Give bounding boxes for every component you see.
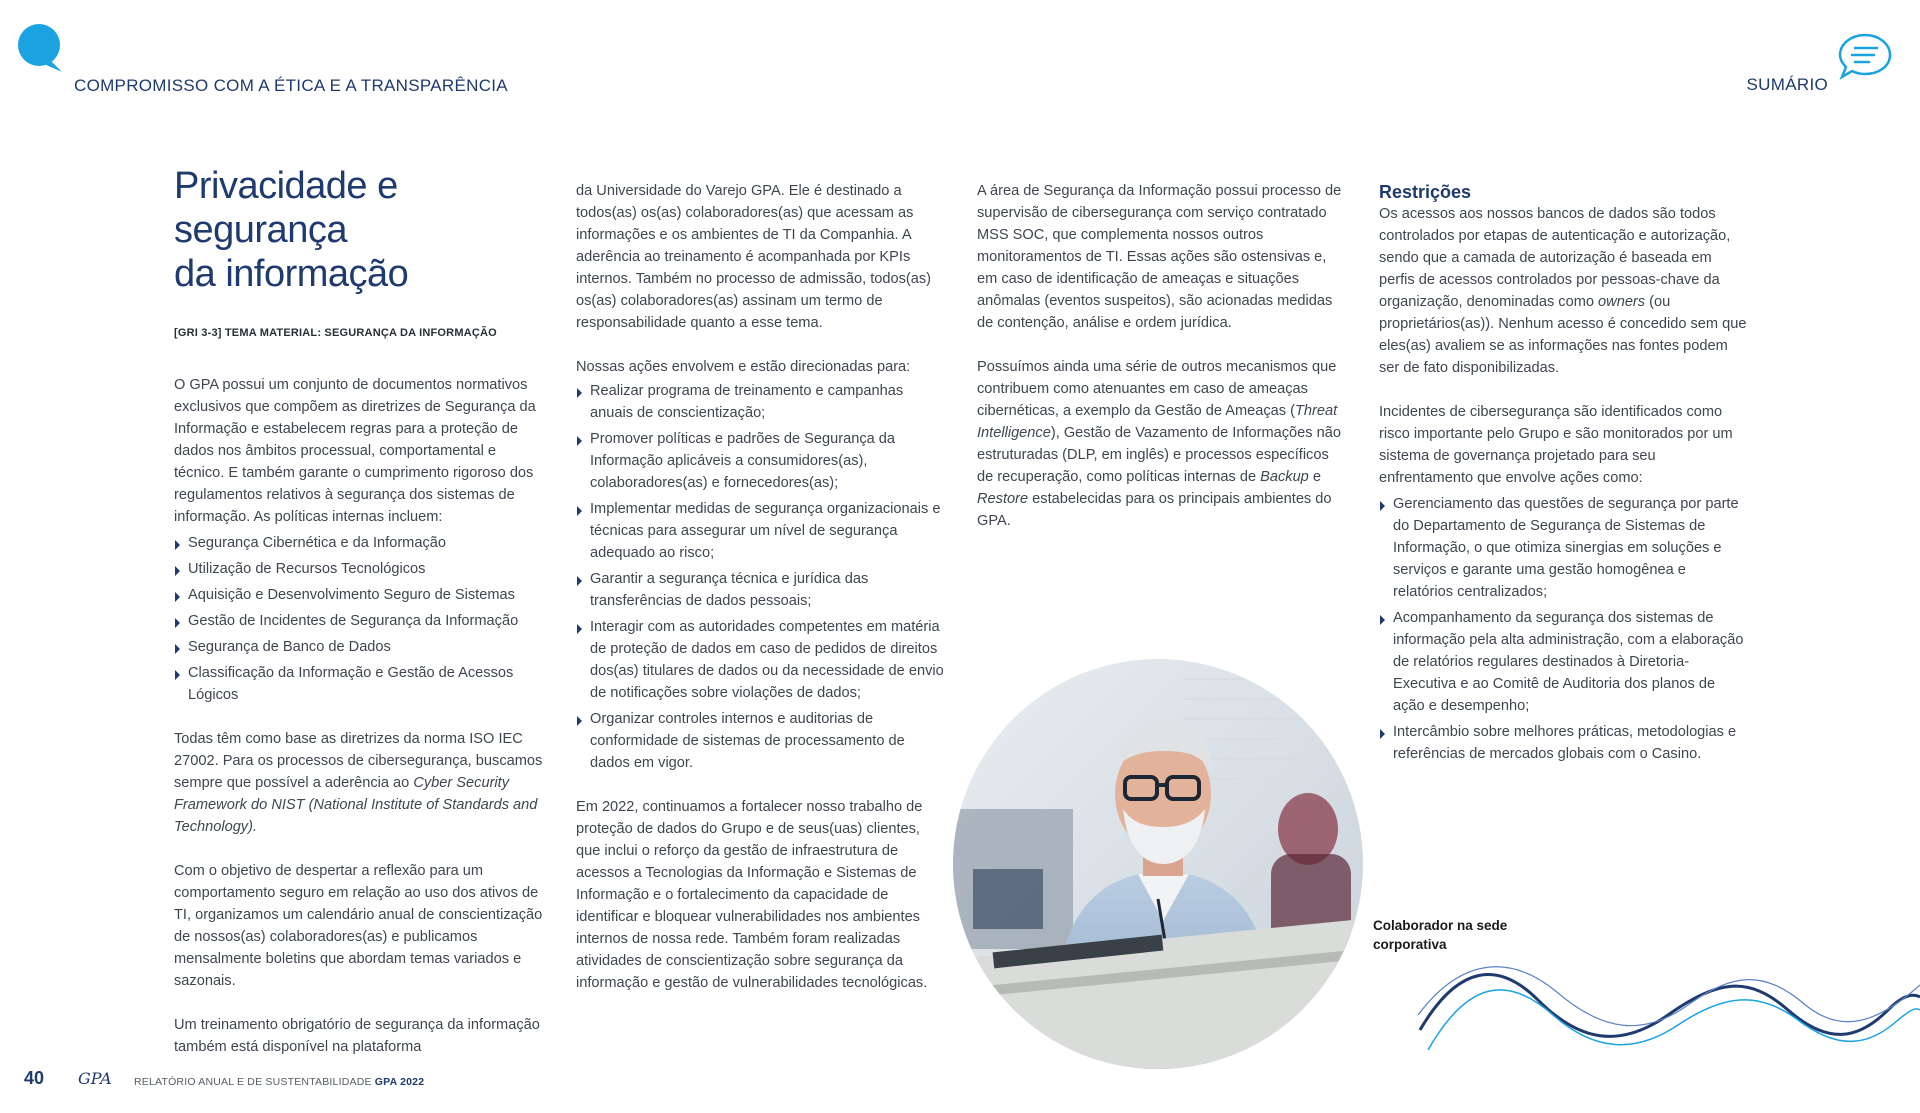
list-item: Classificação da Informação e Gestão de Acessos Lógicos <box>174 662 544 706</box>
menu-bubble-icon[interactable] <box>1838 32 1896 80</box>
paragraph: Um treinamento obrigatório de segurança da informação também está disponível na plataforma <box>174 1017 540 1055</box>
employee-photo <box>953 659 1363 1069</box>
summary-link[interactable]: SUMÁRIO <box>1746 75 1828 94</box>
restrictions-heading: Restrições <box>1379 182 1472 202</box>
paragraph: Em 2022, continuamos a fortalecer nosso trabalho de proteção de dados do Grupo e de seus(uas) clientes, que inclui o reforço da gestão de infraestrutura de acessos a Tecnologias da Informação e Sistemas de Informação e o fortalecimento da capacidade de identificar e bloquear vulnerabilidades nos ambientes internos de nossa rede. Também foram realizadas atividades de conscientização sobre segurança da informação e gestão de vulnerabilidades tecnológicas. <box>576 799 928 991</box>
list-item: Utilização de Recursos Tecnológicos <box>174 558 544 580</box>
list-item: Promover políticas e padrões de Segurança da Informação aplicáveis a consumidores(as), colaboradores(as) e fornecedores(as); <box>576 428 946 494</box>
list-item: Segurança Cibernética e da Informação <box>174 532 544 554</box>
actions-list <box>576 380 946 774</box>
list-item: Garantir a segurança técnica e jurídica das transferências de dados pessoais; <box>576 568 946 612</box>
column-3 <box>977 180 1347 554</box>
paragraph: O GPA possui um conjunto de documentos normativos exclusivos que compõem as diretrizes de Segurança da Informação e estabelecem regras para a proteção de dados nos âmbitos processual, comportamental e técnico. E também garante o cumprimento rigoroso dos regulamentos relativos à segurança dos sistemas de informação. As políticas internas incluem: <box>174 377 536 525</box>
footer-report-title: RELATÓRIO ANUAL E DE SUSTENTABILIDADE GPA 2022 <box>134 1076 425 1088</box>
list-item: Implementar medidas de segurança organizacionais e técnicas para assegurar um nível de segurança adequado ao risco; <box>576 498 946 564</box>
gri-tag: [GRI 3-3] TEMA MATERIAL: SEGURANÇA DA INFORMAÇÃO <box>174 327 497 339</box>
column-1 <box>174 164 544 1080</box>
page-number: 40 <box>24 1068 45 1088</box>
page-title <box>174 164 544 296</box>
wave-decoration <box>1418 955 1920 1070</box>
column-4 <box>1379 181 1749 787</box>
column-2 <box>576 180 946 1016</box>
list-item: Intercâmbio sobre melhores práticas, metodologias e referências de mercados globais com o Casino. <box>1379 721 1749 765</box>
section-title: COMPROMISSO COM A ÉTICA E A TRANSPARÊNCIA <box>74 76 508 95</box>
list-item: Interagir com as autoridades competentes em matéria de proteção de dados em caso de pedidos de direitos dos(as) titulares de dados ou da necessidade de envio de notificações sobre violações de dados; <box>576 616 946 704</box>
paragraph: Todas têm como base as diretrizes da norma ISO IEC 27002. Para os processos de cibersegurança, buscamos sempre que possível a aderência ao Cyber Security Framework do NIST (National Institute of Standards and Technology). <box>174 731 543 835</box>
list-item: Aquisição e Desenvolvimento Seguro de Sistemas <box>174 584 544 606</box>
list-item: Acompanhamento da segurança dos sistemas de informação pela alta administração, com a elaboração de relatórios regulares destinados à Diretoria-Executiva e ao Comitê de Auditoria dos planos de ação e desempenho; <box>1379 607 1749 717</box>
list-item: Segurança de Banco de Dados <box>174 636 544 658</box>
paragraph: Nossas ações envolvem e estão direcionadas para: <box>576 359 911 375</box>
paragraph: Incidentes de cibersegurança são identificados como risco importante pelo Grupo e são monitorados por um sistema de governança projetado para seu enfrentamento que envolve ações como: <box>1379 404 1733 486</box>
paragraph: Com o objetivo de despertar a reflexão para um comportamento seguro em relação ao uso dos ativos de TI, organizamos um calendário anual de conscientização de nossos(as) colaboradores(as) e publicamos mensalmente boletins que abordam temas variados e sazonais. <box>174 863 543 989</box>
paragraph: Os acessos aos nossos bancos de dados são todos controlados por etapas de autenticação e autorização, sendo que a camada de autorização é baseada em perfis de acessos controlados por pessoas-chave da organização, denominadas como owners (ou proprietários(as)). Nenhum acesso é concedido sem que eles(as) avaliem se as informações nas fontes podem ser de fato disponibilizadas. <box>1379 206 1747 376</box>
paragraph: da Universidade do Varejo GPA. Ele é destinado a todos(as) os(as) colaboradores(as) que acessam as informações e os ambientes de TI da Companhia. A aderência ao treinamento é acompanhada por KPIs internos. Também no processo de admissão, todos(as) os(as) colaboradores(as) assinam um termo de responsabilidade quanto a esse tema. <box>576 183 932 331</box>
policy-list <box>174 532 544 706</box>
list-item: Realizar programa de treinamento e campanhas anuais de conscientização; <box>576 380 946 424</box>
list-item: Gerenciamento das questões de segurança por parte do Departamento de Segurança de Sistemas de Informação, o que otimiza sinergias em soluções e serviços e garante uma gestão homogênea e relatórios centralizados; <box>1379 493 1749 603</box>
photo-caption: Colaborador na sede corporativa <box>1373 918 1508 952</box>
title-line-1: Privacidade e segurança <box>174 165 398 251</box>
gpa-logo: GPA <box>78 1069 112 1088</box>
list-item: Gestão de Incidentes de Segurança da Informação <box>174 610 544 632</box>
paragraph: A área de Segurança da Informação possui processo de supervisão de cibersegurança com serviço contratado MSS SOC, que complementa nossos outros monitoramentos de TI. Essas ações são ostensivas e, em caso de identificação de ameaças e situações anômalas (eventos suspeitos), são acionadas medidas de contenção, análise e ordem jurídica. <box>977 183 1342 331</box>
title-line-2: da informação <box>174 253 409 295</box>
list-item: Organizar controles internos e auditorias de conformidade de sistemas de processamento de dados em vigor. <box>576 708 946 774</box>
paragraph: Possuímos ainda uma série de outros mecanismos que contribuem como atenuantes em caso de ameaças cibernéticas, a exemplo da Gestão de Ameaças (Threat Intelligence), Gestão de Vazamento de Informações não estruturadas (DLP, em inglês) e processos específicos de recuperação, como políticas internas de Backup e Restore estabelecidas para os principais ambientes do GPA. <box>977 359 1341 529</box>
governance-list <box>1379 493 1749 765</box>
speech-bubble-icon <box>18 24 64 74</box>
